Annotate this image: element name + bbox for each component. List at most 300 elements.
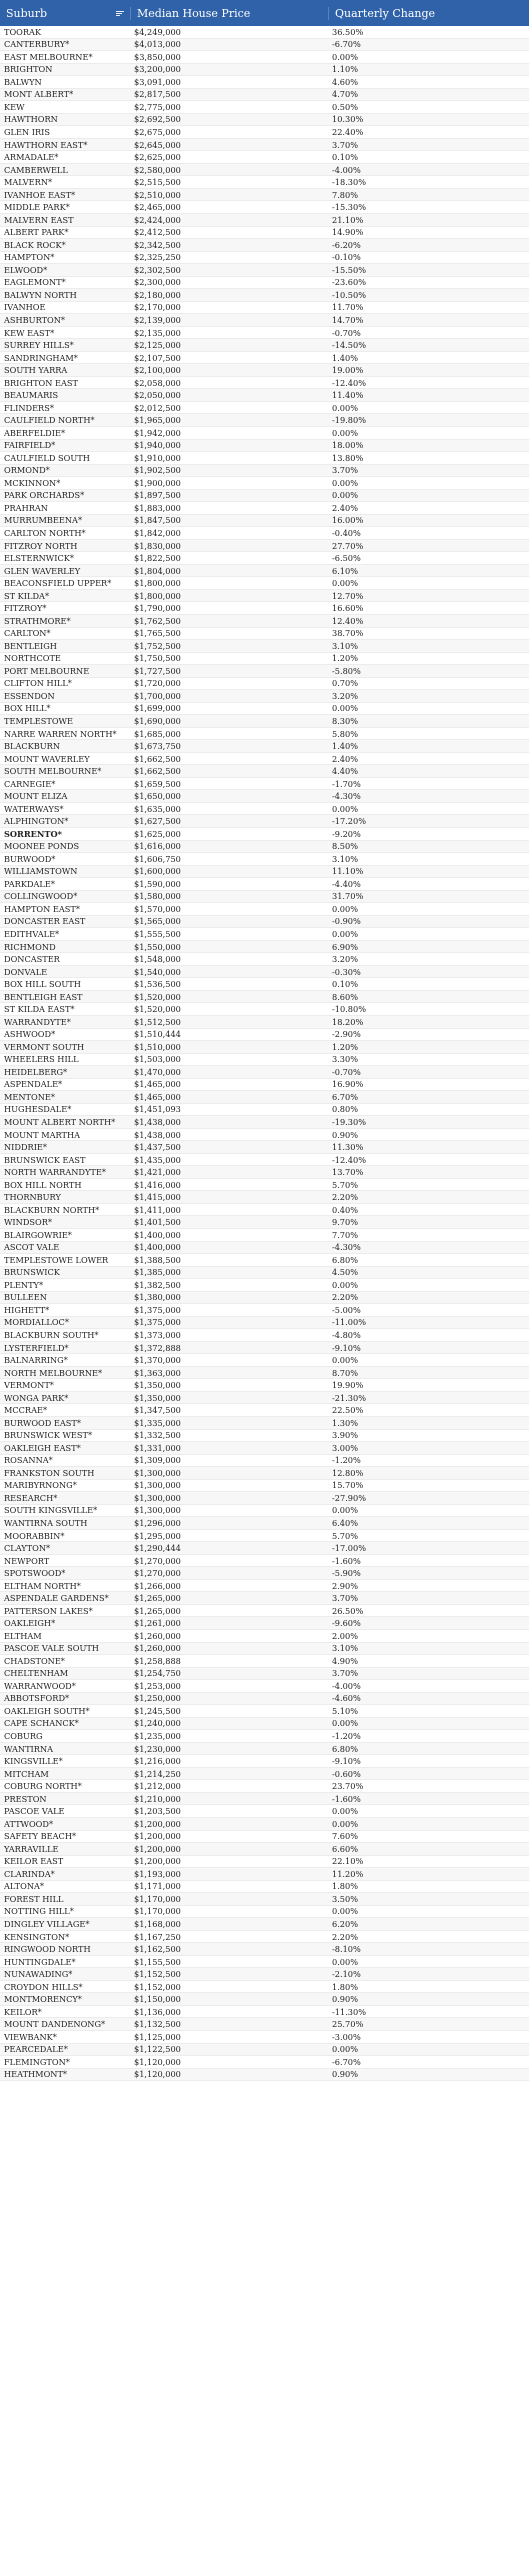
suburb-cell: CAMBERWELL <box>4 164 68 175</box>
table-row <box>0 414 529 427</box>
change-cell: 2.20% <box>332 1192 359 1203</box>
table-row <box>0 302 529 315</box>
price-cell: $1,214,250 <box>134 1768 181 1779</box>
suburb-cell: SANDRINGHAM* <box>4 352 78 363</box>
change-cell: 4.60% <box>332 76 359 87</box>
table-row <box>0 1555 529 1568</box>
table-row <box>0 1668 529 1681</box>
price-cell: $1,699,000 <box>134 703 181 714</box>
suburb-cell: BULLEEN <box>4 1292 47 1303</box>
price-cell: $1,400,000 <box>134 1229 181 1240</box>
change-cell: 0.00% <box>332 703 359 714</box>
suburb-cell: FLINDERS* <box>4 402 54 413</box>
change-cell: 4.40% <box>332 766 359 777</box>
suburb-cell: PRAHRAN <box>4 502 48 513</box>
change-cell: 6.20% <box>332 1918 359 1929</box>
change-cell: -19.30% <box>332 1116 366 1127</box>
price-cell: $2,100,000 <box>134 365 181 376</box>
suburb-cell: DONVALE <box>4 966 48 977</box>
price-cell: $1,540,000 <box>134 966 181 977</box>
suburb-cell: PORT MELBOURNE <box>4 665 90 676</box>
table-row <box>0 728 529 741</box>
change-cell: -6.20% <box>332 239 361 250</box>
change-cell: 6.80% <box>332 1254 359 1265</box>
suburb-cell: WANTIRNA <box>4 1743 54 1754</box>
change-cell: 0.00% <box>332 1279 359 1290</box>
table-row <box>0 1367 529 1380</box>
price-cell: $2,170,000 <box>134 302 181 313</box>
suburb-cell: KEILOR* <box>4 2006 42 2017</box>
suburb-cell: NORTHCOTE <box>4 653 61 664</box>
change-cell: 11.30% <box>332 1142 364 1153</box>
price-cell: $1,120,000 <box>134 2056 181 2067</box>
price-cell: $2,412,500 <box>134 227 181 238</box>
price-cell: $1,720,000 <box>134 678 181 689</box>
suburb-cell: RICHMOND <box>4 941 56 952</box>
change-cell: -0.60% <box>332 1768 361 1779</box>
change-cell: -17.20% <box>332 816 366 827</box>
change-cell: 3.10% <box>332 640 359 651</box>
suburb-cell: HEIDELBERG* <box>4 1066 68 1077</box>
suburb-cell: COBURG NORTH* <box>4 1781 82 1792</box>
price-cell: $1,822,500 <box>134 553 181 564</box>
suburb-cell: CARLTON NORTH* <box>4 528 86 539</box>
price-cell: $1,465,000 <box>134 1091 181 1102</box>
price-cell: $1,438,000 <box>134 1129 181 1140</box>
change-cell: 8.60% <box>332 991 359 1002</box>
change-cell: 22.40% <box>332 127 364 138</box>
suburb-cell: WHEELERS HILL <box>4 1054 79 1065</box>
change-cell: -15.30% <box>332 202 366 213</box>
price-cell: $2,135,000 <box>134 327 181 338</box>
change-cell: 5.70% <box>332 1530 359 1541</box>
change-cell: -4.40% <box>332 878 361 889</box>
table-row <box>0 1091 529 1104</box>
table-row <box>0 1530 529 1543</box>
price-cell: $1,258,888 <box>134 1655 181 1666</box>
change-cell: -4.30% <box>332 791 361 802</box>
price-cell: $1,150,000 <box>134 1994 181 2005</box>
table-row <box>0 76 529 89</box>
change-cell: 2.20% <box>332 1931 359 1942</box>
price-cell: $1,380,000 <box>134 1292 181 1303</box>
suburb-cell: KEW EAST* <box>4 327 55 338</box>
change-cell: -5.00% <box>332 1304 361 1315</box>
change-cell: 0.00% <box>332 1806 359 1817</box>
price-cell: $1,300,000 <box>134 1505 181 1516</box>
price-cell: $1,122,500 <box>134 2044 181 2055</box>
suburb-cell: DONCASTER EAST <box>4 916 86 927</box>
table-row <box>0 916 529 929</box>
change-cell: 1.80% <box>332 1881 359 1892</box>
table-row <box>0 490 529 503</box>
change-cell: -6.70% <box>332 2056 361 2067</box>
change-cell: 13.80% <box>332 452 364 463</box>
change-cell: 0.90% <box>332 1994 359 2005</box>
price-cell: $2,692,500 <box>134 114 181 125</box>
price-cell: $1,685,000 <box>134 728 181 739</box>
table-row <box>0 402 529 415</box>
suburb-cell: LYSTERFIELD* <box>4 1342 69 1353</box>
price-cell: $1,170,000 <box>134 1893 181 1904</box>
change-cell: 2.40% <box>332 502 359 513</box>
table-row <box>0 866 529 879</box>
suburb-cell: PLENTY* <box>4 1279 44 1290</box>
price-cell: $1,265,000 <box>134 1593 181 1604</box>
price-cell: $1,347,500 <box>134 1405 181 1416</box>
suburb-cell: TOORAK <box>4 26 42 37</box>
change-cell: -4.00% <box>332 1680 361 1691</box>
table-header <box>0 0 529 26</box>
table-row <box>0 1780 529 1793</box>
table-row <box>0 527 529 540</box>
table-row <box>0 552 529 565</box>
table-row <box>0 1141 529 1154</box>
price-cell: $1,940,000 <box>134 440 181 451</box>
change-cell: 5.10% <box>332 1705 359 1716</box>
suburb-cell: MOUNT WAVERLEY <box>4 753 90 764</box>
change-cell: -11.00% <box>332 1317 366 1328</box>
suburb-cell: MONTMORENCY* <box>4 1994 82 2005</box>
suburb-cell: ASCOT VALE <box>4 1242 60 1253</box>
price-cell: $1,212,000 <box>134 1781 181 1792</box>
suburb-cell: PEARCEDALE* <box>4 2044 68 2055</box>
change-cell: 13.70% <box>332 1167 364 1178</box>
price-cell: $1,120,000 <box>134 2069 181 2080</box>
suburb-cell: CAULFIELD NORTH* <box>4 415 95 426</box>
change-cell: 6.90% <box>332 941 359 952</box>
change-cell: 36.50% <box>332 26 364 37</box>
table-row <box>0 1317 529 1330</box>
price-cell: $1,790,000 <box>134 603 181 614</box>
change-cell: -0.90% <box>332 916 361 927</box>
price-cell: $1,375,000 <box>134 1317 181 1328</box>
suburb-cell: ALBERT PARK* <box>4 227 69 238</box>
table-row <box>0 452 529 465</box>
suburb-cell: MOUNT ALBERT NORTH* <box>4 1116 116 1127</box>
change-cell: 4.90% <box>332 1655 359 1666</box>
suburb-cell: FLEMINGTON* <box>4 2056 70 2067</box>
price-cell: $2,107,500 <box>134 352 181 363</box>
table-row <box>0 377 529 390</box>
price-cell: $1,965,000 <box>134 415 181 426</box>
change-cell: 6.70% <box>332 1091 359 1102</box>
change-cell: 10.30% <box>332 114 364 125</box>
change-cell: -9.10% <box>332 1342 361 1353</box>
table-row <box>0 339 529 352</box>
suburb-cell: WINDSOR* <box>4 1217 52 1228</box>
price-cell: $2,342,500 <box>134 239 181 250</box>
suburb-cell: NIDDRIE* <box>4 1142 47 1153</box>
suburb-cell: NORTH MELBOURNE* <box>4 1367 103 1378</box>
price-cell: $1,385,000 <box>134 1267 181 1278</box>
suburb-cell: MOUNT MARTHA <box>4 1129 81 1140</box>
suburb-cell: WATERWAYS* <box>4 803 64 814</box>
table-row <box>0 264 529 277</box>
price-cell: $1,627,500 <box>134 816 181 827</box>
table-row <box>0 227 529 240</box>
suburb-cell: CHELTENHAM <box>4 1668 69 1679</box>
price-cell: $1,261,000 <box>134 1618 181 1629</box>
change-cell: -0.40% <box>332 528 361 539</box>
table-row <box>0 1229 529 1242</box>
price-cell: $2,775,000 <box>134 101 181 112</box>
price-cell: $1,370,000 <box>134 1355 181 1366</box>
price-cell: $1,350,000 <box>134 1392 181 1403</box>
price-cell: $1,216,000 <box>134 1756 181 1767</box>
table-row <box>0 1693 529 1706</box>
table-row <box>0 653 529 666</box>
suburb-cell: COBURG <box>4 1731 43 1742</box>
suburb-cell: BLAIRGOWRIE* <box>4 1229 72 1240</box>
change-cell: 23.70% <box>332 1781 364 1792</box>
change-cell: 1.30% <box>332 1417 359 1428</box>
suburb-cell: CLARINDA* <box>4 1868 55 1879</box>
table-row <box>0 389 529 402</box>
change-cell: 3.90% <box>332 1430 359 1441</box>
change-cell: -4.80% <box>332 1330 361 1341</box>
change-cell: 7.60% <box>332 1831 359 1842</box>
table-row <box>0 427 529 440</box>
price-cell: $1,309,000 <box>134 1455 181 1466</box>
table-row <box>0 891 529 904</box>
column-header-suburb[interactable] <box>0 7 130 20</box>
suburb-cell: FRANKSTON SOUTH <box>4 1467 95 1478</box>
change-cell: 14.70% <box>332 314 364 325</box>
table-row <box>0 1592 529 1605</box>
suburb-cell: YARRAVILLE <box>4 1843 59 1854</box>
suburb-cell: BRUNSWICK EAST <box>4 1154 86 1165</box>
price-cell: $1,200,000 <box>134 1831 181 1842</box>
table-row <box>0 1956 529 1969</box>
price-cell: $1,510,444 <box>134 1029 181 1040</box>
suburb-cell: MOORABBIN* <box>4 1530 65 1541</box>
change-cell: 8.30% <box>332 715 359 726</box>
table-row <box>0 1655 529 1668</box>
change-cell: -12.40% <box>332 1154 366 1165</box>
price-cell: $1,260,000 <box>134 1643 181 1654</box>
suburb-cell: BLACKBURN SOUTH* <box>4 1330 99 1341</box>
price-cell: $1,372,888 <box>134 1342 181 1353</box>
table-row <box>0 615 529 628</box>
change-cell: -9.20% <box>332 828 361 839</box>
table-row <box>0 878 529 891</box>
price-cell: $1,296,000 <box>134 1517 181 1528</box>
price-cell: $4,013,000 <box>134 39 181 50</box>
suburb-cell: OAKLEIGH EAST* <box>4 1442 81 1453</box>
suburb-cell: HAWTHORN EAST* <box>4 139 88 150</box>
table-row <box>0 114 529 127</box>
price-cell: $1,210,000 <box>134 1793 181 1804</box>
column-header-suburb-label: Suburb <box>6 6 48 20</box>
change-cell: 0.10% <box>332 152 359 163</box>
change-cell: -0.70% <box>332 1066 361 1077</box>
change-cell: 11.20% <box>332 1868 364 1879</box>
column-header-change[interactable] <box>328 7 529 20</box>
suburb-cell: BRIGHTON <box>4 64 53 75</box>
suburb-cell: IVANHOE <box>4 302 46 313</box>
suburb-cell: NEWPORT <box>4 1555 50 1566</box>
change-cell: 6.80% <box>332 1743 359 1754</box>
price-cell: $1,435,000 <box>134 1154 181 1165</box>
change-cell: 4.70% <box>332 89 359 100</box>
price-cell: $1,200,000 <box>134 1818 181 1829</box>
change-cell: 0.00% <box>332 2044 359 2055</box>
table-row <box>0 1079 529 1092</box>
suburb-cell: SOUTH KINGSVILLE* <box>4 1505 98 1516</box>
price-cell: $1,136,000 <box>134 2006 181 2017</box>
price-cell: $2,675,000 <box>134 127 181 138</box>
change-cell: -6.50% <box>332 553 361 564</box>
price-cell: $2,580,000 <box>134 164 181 175</box>
table-row <box>0 101 529 114</box>
suburb-cell: HEATHMONT* <box>4 2069 67 2080</box>
table-row <box>0 2044 529 2057</box>
suburb-cell: BURWOOD EAST* <box>4 1417 81 1428</box>
suburb-cell: ELTHAM NORTH* <box>4 1580 81 1591</box>
change-cell: 0.00% <box>332 490 359 501</box>
table-row <box>0 176 529 189</box>
table-row <box>0 628 529 641</box>
table-row <box>0 1455 529 1468</box>
price-cell: $1,125,000 <box>134 2031 181 2042</box>
price-cell: $2,139,000 <box>134 314 181 325</box>
table-row <box>0 1705 529 1718</box>
price-cell: $1,437,500 <box>134 1142 181 1153</box>
suburb-cell: KINGSVILLE* <box>4 1756 63 1767</box>
table-row <box>0 1480 529 1493</box>
change-cell: 7.70% <box>332 1229 359 1240</box>
change-cell: -1.20% <box>332 1455 361 1466</box>
change-cell: 1.20% <box>332 1041 359 1052</box>
column-header-price[interactable] <box>130 7 328 20</box>
table-row <box>0 953 529 966</box>
suburb-cell: BOX HILL NORTH <box>4 1179 82 1190</box>
change-cell: -4.60% <box>332 1693 361 1704</box>
change-cell: 6.40% <box>332 1517 359 1528</box>
price-cell: $2,424,000 <box>134 214 181 225</box>
price-cell: $1,804,000 <box>134 565 181 576</box>
table-row <box>0 540 529 553</box>
price-cell: $1,253,000 <box>134 1680 181 1691</box>
table-row <box>0 277 529 290</box>
table-row <box>0 1354 529 1367</box>
change-cell: -27.90% <box>332 1492 366 1503</box>
change-cell: 0.90% <box>332 1129 359 1140</box>
change-cell: -1.60% <box>332 1555 361 1566</box>
change-cell: 18.00% <box>332 440 364 451</box>
table-row <box>0 1643 529 1656</box>
suburb-cell: BALNARRING* <box>4 1355 68 1366</box>
table-row <box>0 665 529 678</box>
price-cell: $1,520,000 <box>134 1004 181 1015</box>
table-row <box>0 1417 529 1430</box>
change-cell: 11.10% <box>332 866 364 877</box>
table-row <box>0 928 529 941</box>
price-cell: $1,270,000 <box>134 1555 181 1566</box>
suburb-cell: PASCOE VALE SOUTH <box>4 1643 99 1654</box>
price-cell: $1,260,000 <box>134 1630 181 1641</box>
table-row <box>0 1304 529 1317</box>
table-row <box>0 252 529 265</box>
change-cell: 0.00% <box>332 803 359 814</box>
table-row <box>0 1279 529 1292</box>
table-row <box>0 201 529 214</box>
change-cell: 0.40% <box>332 1204 359 1215</box>
suburb-cell: HUGHESDALE* <box>4 1104 72 1115</box>
change-cell: 15.70% <box>332 1480 364 1491</box>
change-cell: -18.30% <box>332 177 366 188</box>
suburb-cell: ASHWOOD* <box>4 1029 56 1040</box>
table-row <box>0 1580 529 1593</box>
table-row <box>0 1430 529 1443</box>
change-cell: 0.00% <box>332 1718 359 1729</box>
change-cell: -2.90% <box>332 1029 361 1040</box>
table-row <box>0 189 529 202</box>
column-header-price-label: Median House Price <box>137 6 251 20</box>
change-cell: 14.90% <box>332 227 364 238</box>
change-cell: 16.90% <box>332 1079 364 1090</box>
change-cell: -10.50% <box>332 289 366 300</box>
suburb-cell: MALVERN* <box>4 177 53 188</box>
price-cell: $2,302,500 <box>134 264 181 275</box>
price-cell: $1,270,000 <box>134 1568 181 1579</box>
table-row <box>0 1003 529 1016</box>
suburb-cell: HAWTHORN <box>4 114 58 125</box>
change-cell: -15.50% <box>332 264 366 275</box>
suburb-cell: WARRANDYTE* <box>4 1016 71 1027</box>
suburb-cell: BEACONSFIELD UPPER* <box>4 578 112 589</box>
table-row <box>0 602 529 615</box>
price-cell: $1,350,000 <box>134 1380 181 1391</box>
suburb-cell: CARLTON* <box>4 628 51 639</box>
change-cell: 2.90% <box>332 1580 359 1591</box>
table-row <box>0 778 529 791</box>
suburb-cell: BLACKBURN NORTH* <box>4 1204 100 1215</box>
suburb-cell: MONT ALBERT* <box>4 89 74 100</box>
table-row <box>0 1129 529 1142</box>
sort-icon[interactable] <box>116 11 124 16</box>
suburb-cell: CARNEGIE* <box>4 778 56 789</box>
change-cell: 11.70% <box>332 302 364 313</box>
table-row <box>0 978 529 991</box>
change-cell: 0.00% <box>332 1505 359 1516</box>
suburb-cell: ASHBURTON* <box>4 314 66 325</box>
table-row <box>0 1254 529 1267</box>
table-row <box>0 1906 529 1919</box>
table-row <box>0 941 529 954</box>
suburb-cell: MOONEE PONDS <box>4 841 80 852</box>
price-cell: $2,058,000 <box>134 377 181 388</box>
table-row <box>0 1743 529 1756</box>
change-cell: 27.70% <box>332 540 364 551</box>
change-cell: 5.80% <box>332 728 359 739</box>
change-cell: -1.20% <box>332 1731 361 1742</box>
change-cell: -2.10% <box>332 1969 361 1980</box>
change-cell: 18.20% <box>332 1016 364 1027</box>
change-cell: 22.10% <box>332 1856 364 1867</box>
change-cell: -0.30% <box>332 966 361 977</box>
price-cell: $1,465,000 <box>134 1079 181 1090</box>
price-cell: $1,800,000 <box>134 590 181 601</box>
change-cell: -8.10% <box>332 1944 361 1955</box>
price-cell: $1,510,000 <box>134 1041 181 1052</box>
table-row <box>0 1567 529 1580</box>
suburb-cell: FAIRFIELD* <box>4 440 56 451</box>
table-row <box>0 164 529 177</box>
table-row <box>0 64 529 77</box>
price-cell: $1,512,500 <box>134 1016 181 1027</box>
